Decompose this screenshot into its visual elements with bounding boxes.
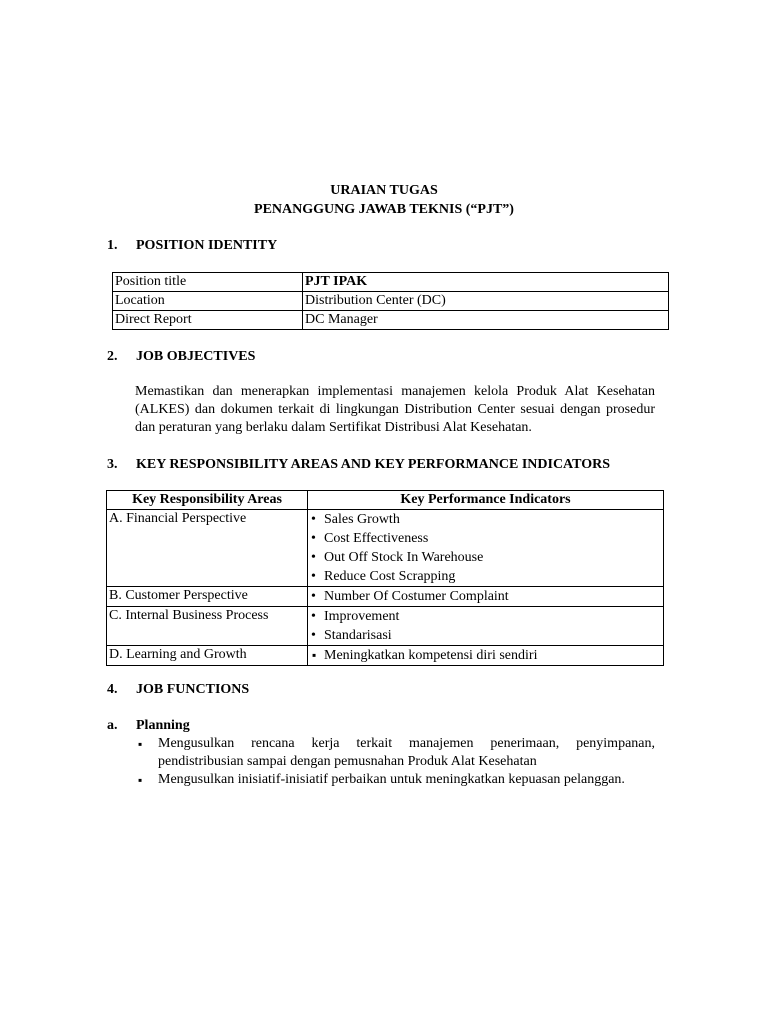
table-row bbox=[107, 607, 664, 646]
column-header-kra: Key Responsibility Areas bbox=[107, 491, 308, 510]
kpi-item: • Sales Growth bbox=[310, 510, 661, 529]
kpi-item: • Number Of Costumer Complaint bbox=[310, 587, 661, 606]
identity-label: Position title bbox=[113, 273, 303, 292]
kpi-cell bbox=[308, 607, 664, 646]
kpi-item: • Reduce Cost Scrapping bbox=[310, 567, 661, 586]
table-row bbox=[113, 273, 669, 292]
kpi-item: • Cost Effectiveness bbox=[310, 529, 661, 548]
document-title: URAIAN TUGAS bbox=[330, 183, 438, 198]
kpi-cell bbox=[308, 510, 664, 587]
list-item: ▪ Mengusulkan inisiatif-inisiatif perbaikan untuk meningkatkan kepuasan pelanggan. bbox=[158, 771, 655, 789]
column-header-kpi: Key Performance Indicators bbox=[308, 491, 664, 510]
section-heading-kra-kpi: 3. KEY RESPONSIBILITY AREAS AND KEY PERFORMANCE INDICATORS bbox=[107, 457, 611, 472]
kpi-item: • Out Off Stock In Warehouse bbox=[310, 548, 661, 567]
identity-label: Location bbox=[113, 292, 303, 311]
list-item: ▪ Mengusulkan rencana kerja terkait manajemen penerimaan, penyimpanan, pendistribusian sampai dengan pemusnahan Produk Alat Kesehatan bbox=[158, 735, 655, 771]
kra-area: C. Internal Business Process bbox=[107, 607, 308, 646]
table-row bbox=[107, 510, 664, 587]
section-heading-job-functions: 4. JOB FUNCTIONS bbox=[107, 682, 250, 697]
table-row bbox=[107, 646, 664, 666]
kra-area: A. Financial Perspective bbox=[107, 510, 308, 587]
section-heading-job-objectives: 2. JOB OBJECTIVES bbox=[107, 349, 256, 364]
subsection-heading-planning: a. Planning bbox=[107, 718, 190, 733]
kra-area: B. Customer Perspective bbox=[107, 587, 308, 607]
kpi-item: • Standarisasi bbox=[310, 626, 661, 645]
document-subtitle: PENANGGUNG JAWAB TEKNIS (“PJT”) bbox=[254, 202, 514, 217]
section-heading-position-identity: 1. POSITION IDENTITY bbox=[107, 238, 278, 253]
table-header-row bbox=[107, 491, 664, 510]
kpi-item: ▪ Meningkatkan kompetensi diri sendiri bbox=[310, 646, 661, 665]
identity-label: Direct Report bbox=[113, 311, 303, 330]
table-row bbox=[113, 292, 669, 311]
kra-kpi-table bbox=[106, 490, 664, 666]
table-row bbox=[107, 587, 664, 607]
job-objective-text: Memastikan dan menerapkan implementasi manajemen kelola Produk Alat Kesehatan (ALKES) dan dokumen terkait di lingkungan Distribution Center sesuai dengan prosedur dan peraturan yang berlaku dalam Sertifikat Distribusi Alat Kesehatan. bbox=[135, 384, 655, 435]
planning-list bbox=[158, 735, 655, 789]
table-row bbox=[113, 311, 669, 330]
kra-area: D. Learning and Growth bbox=[107, 646, 308, 666]
identity-value: Distribution Center (DC) bbox=[303, 292, 669, 311]
kpi-cell bbox=[308, 587, 664, 607]
kpi-cell bbox=[308, 646, 664, 666]
kpi-item: • Improvement bbox=[310, 607, 661, 626]
identity-value: DC Manager bbox=[303, 311, 669, 330]
identity-value: PJT IPAK bbox=[303, 273, 669, 292]
position-identity-table bbox=[112, 272, 669, 330]
